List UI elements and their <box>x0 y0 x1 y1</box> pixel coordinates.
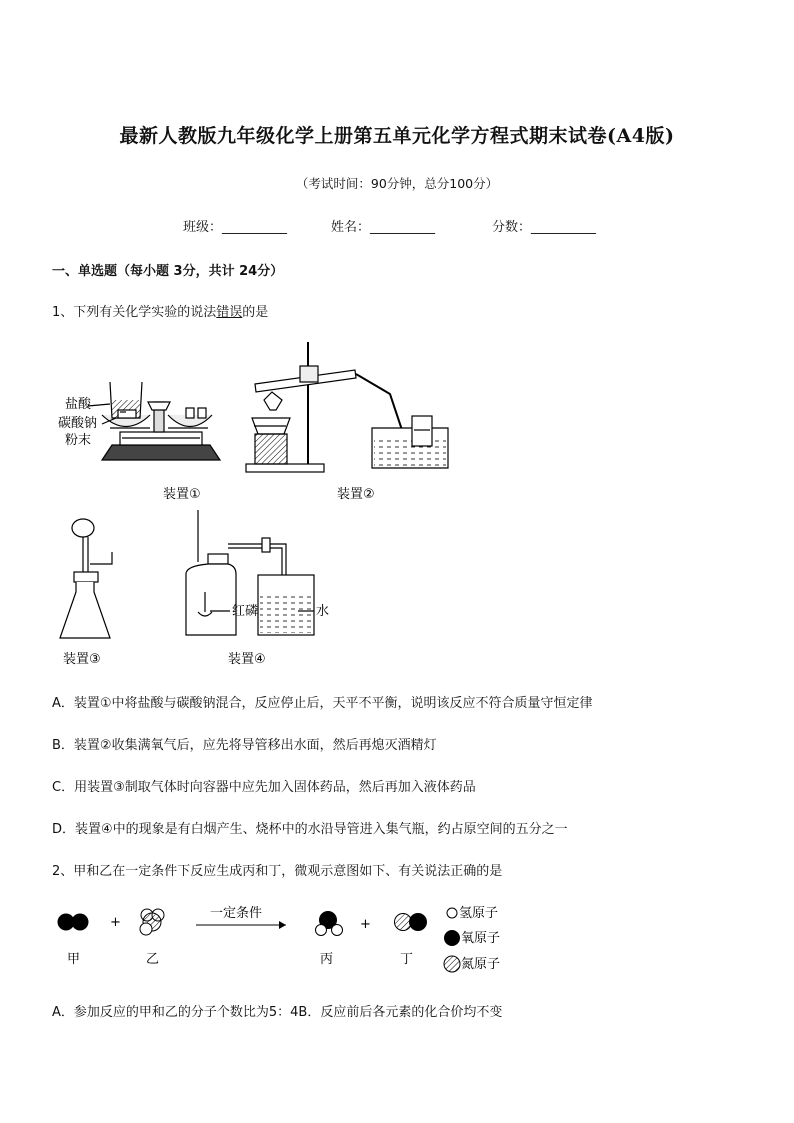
legend-hydrogen: 氢原子 <box>459 906 499 921</box>
class-field-label: 班级：__________ <box>183 220 288 235</box>
molecule-jia <box>58 914 89 931</box>
legend-oxygen: 氧原子 <box>461 931 501 946</box>
label-apparatus-1: 装置① <box>163 487 201 502</box>
arrow-head <box>279 921 286 929</box>
q1-option-d: D．装置④中的现象是有白烟产生、烧杯中的水沿导管进入集气瓶，约占原空间的五分之一 <box>52 822 568 837</box>
section-heading: 一、单选题（每小题 3分，共计 24分） <box>52 264 284 279</box>
page-title: 最新人教版九年级化学上册第五单元化学方程式期末试卷(A4版) <box>119 125 675 147</box>
label-jia: 甲 <box>67 952 81 967</box>
q1-option-c: C．用装置③制取气体时向容器中应先加入固体药品，然后再加入液体药品 <box>52 780 476 795</box>
molecule-ding <box>395 914 427 931</box>
legend-nitrogen: 氮原子 <box>461 957 501 972</box>
balance-apparatus <box>88 382 220 460</box>
q1-option-a: A．装置①中将盐酸与碳酸钠混合，反应停止后，天平不平衡，说明该反应不符合质量守恒定律 <box>52 696 593 711</box>
label-red-phosphorus: 红磷 <box>232 604 259 619</box>
molecule-bing <box>316 912 343 936</box>
label-ding: 丁 <box>400 952 414 967</box>
exam-subtitle: （考试时间：90分钟，总分100分） <box>295 176 499 191</box>
plus-sign: + <box>110 915 121 930</box>
q1-stem-prefix: 1、下列有关化学实验的说法 <box>52 305 217 320</box>
label-yi: 乙 <box>146 952 160 967</box>
label-hcl: 盐酸 <box>65 397 92 412</box>
legend-oxygen-icon <box>444 930 460 946</box>
label-water: 水 <box>316 604 330 619</box>
label-na2co3: 碳酸钠 <box>58 416 98 431</box>
name-field-label: 姓名：__________ <box>331 220 436 235</box>
q2-options: A．参加反应的甲和乙的分子个数比为5：4B．反应前后各元素的化合价均不变 <box>52 1005 503 1020</box>
flask-apparatus <box>60 519 112 638</box>
legend <box>444 906 500 972</box>
q1-stem-suffix: 的是 <box>242 305 269 320</box>
label-apparatus-4: 装置④ <box>228 652 266 667</box>
reaction-condition: 一定条件 <box>210 906 263 921</box>
question-2-stem: 2、甲和乙在一定条件下反应生成丙和丁，微观示意图如下、有关说法正确的是 <box>52 864 503 879</box>
q1-option-b: B．装置②收集满氧气后，应先将导管移出水面，然后再熄灭酒精灯 <box>52 738 437 753</box>
label-powder: 粉末 <box>65 433 92 448</box>
molecule-yi <box>140 909 164 935</box>
label-apparatus-3: 装置③ <box>63 652 101 667</box>
question-1-stem <box>52 301 268 320</box>
q2-reaction-diagram <box>50 895 550 980</box>
legend-nitrogen-icon <box>444 956 460 972</box>
label-apparatus-2: 装置② <box>337 487 375 502</box>
score-field-label: 分数：__________ <box>492 220 597 235</box>
heating-apparatus <box>246 342 448 472</box>
q1-apparatus-figure <box>50 330 550 675</box>
plus-sign-2: + <box>360 917 371 932</box>
legend-hydrogen-icon <box>447 908 457 918</box>
q1-stem-emphasis: 错误 <box>216 305 243 320</box>
label-bing: 丙 <box>320 952 334 967</box>
